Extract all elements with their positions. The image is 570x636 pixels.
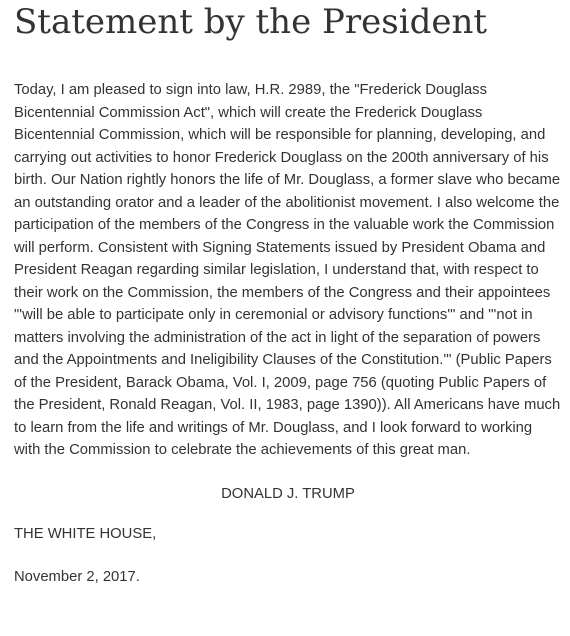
statement-page [14,0,562,588]
date-line: November 2, 2017. [14,568,140,585]
place-line: THE WHITE HOUSE, [14,525,157,542]
statement-body: Today, I am pleased to sign into law, H.R. 2989, the "Frederick Douglass Bicentennial Commission Act", which will create the Frederick Douglass Bicentennial Commission, which will be responsible for planning, developing, and carrying out activities to honor Frederick Douglass on the 200th anniversary of his birth. Our Nation rightly honors the life of Mr. Douglass, a former slave who became an outstanding orator and a leader of the abolitionist movement. I also welcome the participation of the members of the Congress in the valuable work the Commission will perform. Consistent with Signing Statements issued by President Obama and President Reagan regarding similar legislation, I understand that, with respect to their work on the Commission, the members of the Congress and their appointees "'will be able to participate only in ceremonial or advisory functions'" and "'not in matters involving the administration of the act in light of the separation of powers and the Appointments and Ineligibility Clauses of the Constitution.'" (Public Papers of the President, Barack Obama, Vol. I, 2009, page 756 (quoting Public Papers of the President, Ronald Reagan, Vol. II, 1983, page 1390)). All Americans have much to learn from the life and writings of Mr. Douglass, and I look forward to working with the Commission to celebrate the achievements of this great man. [14,82,561,458]
page-title: Statement by the President [14,2,488,42]
signature: DONALD J. TRUMP [221,485,355,502]
